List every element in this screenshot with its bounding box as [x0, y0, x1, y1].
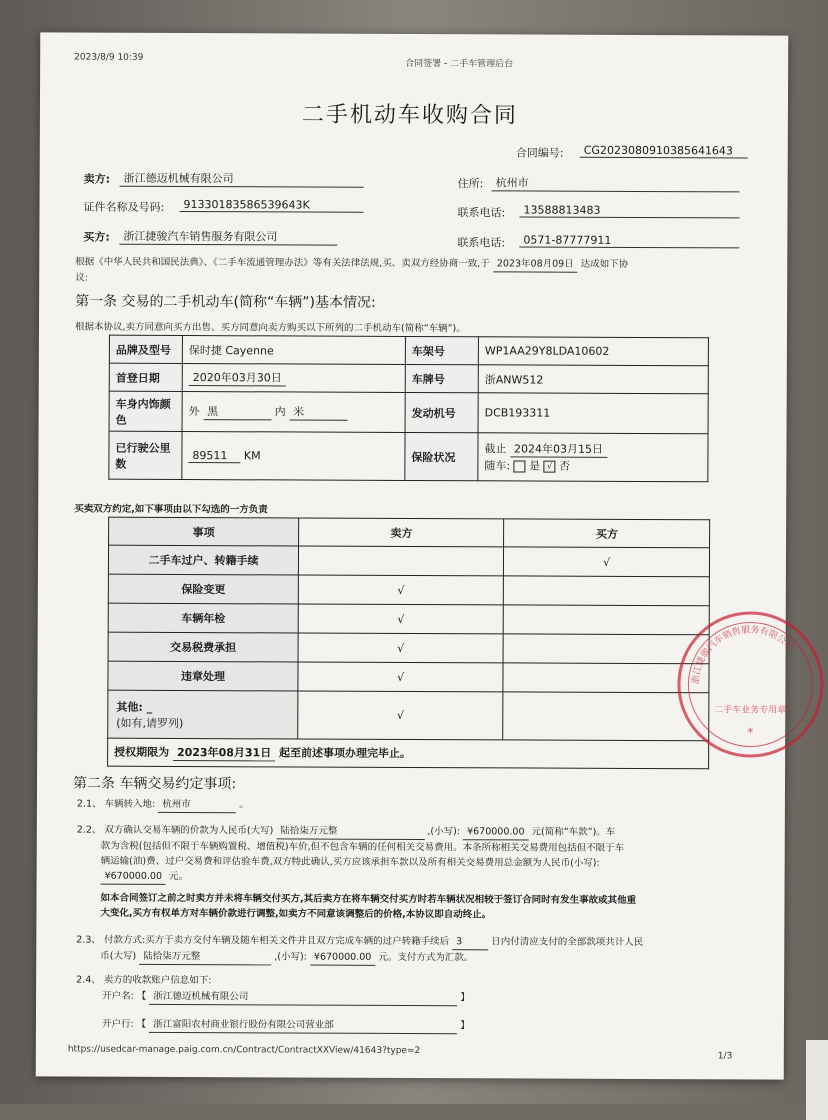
account-bank-line — [102, 1017, 522, 1035]
ins-until-prefix: 截止 — [484, 442, 507, 456]
responsibility-row — [108, 632, 709, 664]
responsibility-row-other — [108, 690, 709, 741]
reg-cell — [182, 363, 405, 392]
resp-seller[interactable]: √ — [298, 691, 504, 740]
clause-text: ,(小写): — [427, 826, 461, 838]
account-bank-label: 开户行: — [101, 1018, 134, 1030]
insurance-cell — [478, 433, 708, 482]
account-holder-label: 开户名: — [102, 990, 134, 1002]
clause-2-3 — [76, 933, 776, 968]
resp-other-blank: _ — [146, 700, 153, 714]
mileage-value: 89511 — [188, 449, 240, 463]
auth-row — [108, 738, 709, 769]
intro-text-line2: 议: — [75, 272, 88, 284]
clause-text: 元(简称“车款”)。车 — [531, 826, 616, 838]
reg-label: 首登日期 — [109, 363, 182, 391]
responsibility-intro: 买卖双方约定,如下事项由以下勾选的一方负责 — [74, 503, 268, 516]
page-number: 1/3 — [717, 1051, 733, 1062]
svg-text:二手车业务专用章: 二手车业务专用章 — [714, 705, 787, 716]
responsibility-header-row — [109, 517, 710, 548]
clause-text: 币(大写) — [100, 950, 137, 962]
clause-num: 2.2、 — [76, 824, 102, 836]
resp-item: 车辆年检 — [108, 603, 298, 633]
clause-text: 元。支付方式为汇款。 — [378, 951, 474, 964]
page-title: 二手机动车收购合同 — [301, 102, 518, 129]
responsibility-table — [107, 517, 710, 770]
price-upper: 陆拾柒万元整 — [276, 823, 424, 840]
resp-buyer[interactable] — [504, 576, 710, 606]
intro-text-post: 达成如下协 — [580, 258, 629, 270]
brand-value: 保时捷 Cayenne — [182, 335, 405, 364]
mileage-cell — [182, 431, 405, 480]
seller-value: 浙江德迈机械有限公司 — [120, 170, 364, 188]
bracket-left: 【 — [136, 1018, 147, 1030]
resp-seller[interactable]: √ — [298, 633, 504, 663]
clause-num: 2.4、 — [76, 974, 101, 986]
address-value: 杭州市 — [492, 174, 740, 192]
total-fees: ¥670000.00 — [101, 869, 166, 885]
engine-label: 发动机号 — [405, 392, 478, 432]
vehicle-row — [109, 391, 708, 434]
color-out: 黑 — [203, 403, 271, 420]
vehicle-row — [109, 431, 708, 482]
vehicle-row — [109, 363, 708, 394]
clause-text: ,(小写): — [274, 951, 307, 963]
pay-lower: ¥670000.00 — [310, 950, 375, 966]
seller-phone-value: 13588813483 — [519, 203, 739, 218]
bracket-right: 】 — [460, 1020, 470, 1032]
ins-until: 2024年03月15日 — [510, 440, 607, 457]
reg-value: 2020年03月30日 — [189, 369, 286, 386]
buyer-phone-label: 联系电话: — [457, 236, 506, 250]
id-label: 证件名称及号码: — [83, 200, 165, 214]
insurance-label: 保险状况 — [405, 432, 478, 480]
responsibility-row — [108, 545, 709, 577]
clause-bold-text: 大变化,买方有权单方对车辆价款进行调整,如卖方不同意该调整后的价格,本协议即自动终止。 — [100, 907, 492, 921]
color-cell — [182, 391, 405, 432]
print-timestamp: 2023/8/9 10:39 — [74, 52, 144, 63]
resp-other-label: 其他: — [116, 700, 143, 714]
contract-no-label: 合同编号: — [515, 146, 564, 160]
clause-text: 元。 — [169, 870, 189, 883]
address-label: 住所: — [457, 177, 484, 191]
system-title: 合同签署 - 二手车管理后台 — [405, 58, 514, 70]
resp-seller[interactable]: √ — [298, 604, 504, 634]
plate-label: 车牌号 — [405, 364, 478, 392]
clause-text: 日内付清应支付的全部款项共计人民 — [491, 936, 644, 949]
clause-2-2 — [77, 823, 777, 888]
auth-cell — [108, 738, 709, 769]
intro-text: 根据《中华人民共和国民法典》、《二手车流通管理办法》等有关法律法规,买、卖双方经协商一致,于 — [75, 256, 490, 270]
bracket-left: 【 — [136, 990, 147, 1002]
ins-no-checkbox[interactable]: √ — [544, 461, 556, 473]
id-value: 91330183586539643K — [179, 198, 363, 213]
clause-text: 付款方式:买方于卖方交付车辆及随车相关文件并且双方完成车辆的过户转籍手续后 — [103, 934, 450, 948]
vin-label: 车架号 — [405, 336, 478, 364]
responsibility-row — [108, 661, 709, 693]
clause-end: 。 — [239, 799, 249, 811]
resp-item: 二手车过户、转籍手续 — [108, 545, 298, 575]
account-holder: 浙江德迈机械有限公司 — [149, 989, 457, 1006]
clause-num: 2.1、 — [76, 798, 102, 810]
mileage-label: 已行驶公里数 — [109, 431, 182, 479]
ins-no-label: 否 — [559, 459, 571, 473]
seller-phone-label: 联系电话: — [457, 206, 506, 220]
ins-yes-checkbox[interactable] — [514, 460, 526, 472]
account-holder-line — [102, 989, 522, 1007]
price-lower: ¥670000.00 — [463, 824, 528, 840]
buyer-value: 浙江捷骏汽车销售服务有限公司 — [119, 228, 337, 246]
color-in-prefix: 内 — [274, 405, 286, 419]
buyer-phone-value: 0571-87777911 — [519, 233, 739, 248]
auth-pre: 授权期限为 — [114, 745, 170, 759]
header-buyer: 买方 — [504, 519, 710, 548]
vehicle-table — [108, 335, 709, 483]
article2-title: 第二条 车辆交易约定事项: — [72, 775, 237, 793]
vehicle-row — [109, 335, 708, 366]
mileage-unit: KM — [243, 448, 261, 462]
resp-buyer[interactable] — [504, 605, 710, 635]
transfer-city: 杭州市 — [158, 797, 236, 813]
header-item: 事项 — [109, 517, 299, 546]
color-out-prefix: 外 — [188, 405, 200, 419]
clause-2-4 — [76, 973, 776, 991]
account-bank: 浙江富阳农村商业银行股份有限公司营业部 — [149, 1017, 457, 1034]
resp-seller[interactable] — [298, 546, 504, 576]
pay-days: 3 — [452, 934, 488, 950]
color-label: 车身内饰颜色 — [109, 391, 182, 431]
resp-seller[interactable]: √ — [298, 662, 504, 692]
buyer-label: 买方: — [83, 230, 110, 244]
vin-value: WP1AA29Y8LDA10602 — [478, 337, 708, 366]
brand-label: 品牌及型号 — [109, 335, 182, 363]
engine-value: DCB193311 — [478, 393, 708, 434]
clause-2-2-bold — [100, 891, 776, 924]
resp-item: 交易税费承担 — [108, 632, 298, 662]
responsibility-row — [108, 603, 709, 635]
svg-text:浙江捷骏汽车销售服务有限公司: 浙江捷骏汽车销售服务有限公司 — [691, 625, 796, 685]
ins-follow-prefix: 随车: — [484, 459, 511, 473]
auth-date: 2023年08月31日 — [173, 744, 275, 761]
resp-item: 违章处理 — [108, 661, 298, 691]
clause-2-1 — [77, 797, 767, 816]
article1-desc: 根据本协议,卖方同意向买方出售、买方同意向卖方购买以下所列的二手机动车(简称“车辆”)。 — [74, 321, 466, 335]
intro-date: 2023年08月09日 — [493, 256, 578, 272]
resp-item: 保险变更 — [108, 574, 298, 604]
company-seal — [677, 611, 824, 758]
pay-upper: 陆拾柒万元整 — [139, 949, 271, 966]
clause-text: 双方确认交易车辆的价款为人民币(大写) — [104, 824, 274, 837]
clause-text: 辆运输(油)费、过户交易费和评估验车费,双方特此确认,买方应该承担车款以及所有相关交易费用总金额为人民币(小写): — [100, 855, 600, 869]
resp-other-cell — [108, 690, 298, 739]
intro-paragraph — [75, 255, 775, 289]
resp-buyer[interactable] — [504, 634, 710, 664]
responsibility-row — [108, 574, 709, 606]
article1-title: 第一条 交易的二手机动车(简称“车辆”)基本情况: — [75, 293, 376, 311]
resp-seller[interactable]: √ — [298, 575, 504, 605]
background-paper — [806, 1040, 828, 1120]
header-seller: 卖方 — [299, 518, 505, 547]
bracket-right: 】 — [460, 992, 470, 1004]
ins-yes-label: 是 — [529, 459, 541, 473]
seller-label: 卖方: — [83, 172, 111, 186]
clause-bold-text: 如本合同签订之前之时卖方并未将车辆交付买方,其后卖方在将车辆交付买方时若车辆状况相较于签订合同时有发生事故或其他重 — [100, 892, 637, 906]
svg-text:*: * — [747, 725, 754, 740]
contract-page — [36, 32, 796, 1079]
footer-url[interactable]: https://usedcar-manage.paig.com.cn/Contract/ContractXXView/41643?type=2 — [67, 1044, 421, 1057]
clause-text: 款为含税(包括但不限于车辆购置税、增值税)车价,但不包含车辆的任何相关交易费用。本条所称相关交易费用包括但不限于车 — [100, 840, 625, 854]
clause-text: 卖方的收款账户信息如下: — [103, 974, 212, 987]
resp-other-hint: (如有,请罗列) — [116, 716, 184, 730]
auth-post: 起至前述事项办理完毕止。 — [279, 746, 412, 760]
plate-value: 浙ANW512 — [478, 365, 708, 394]
color-in: 米 — [289, 403, 347, 420]
clause-text: 车辆转入地: — [104, 798, 156, 810]
clause-num: 2.3、 — [76, 934, 101, 946]
resp-buyer[interactable]: √ — [504, 547, 710, 577]
seal-graphic — [680, 614, 821, 755]
contract-no-value: CG2023080910385641643 — [580, 144, 748, 159]
